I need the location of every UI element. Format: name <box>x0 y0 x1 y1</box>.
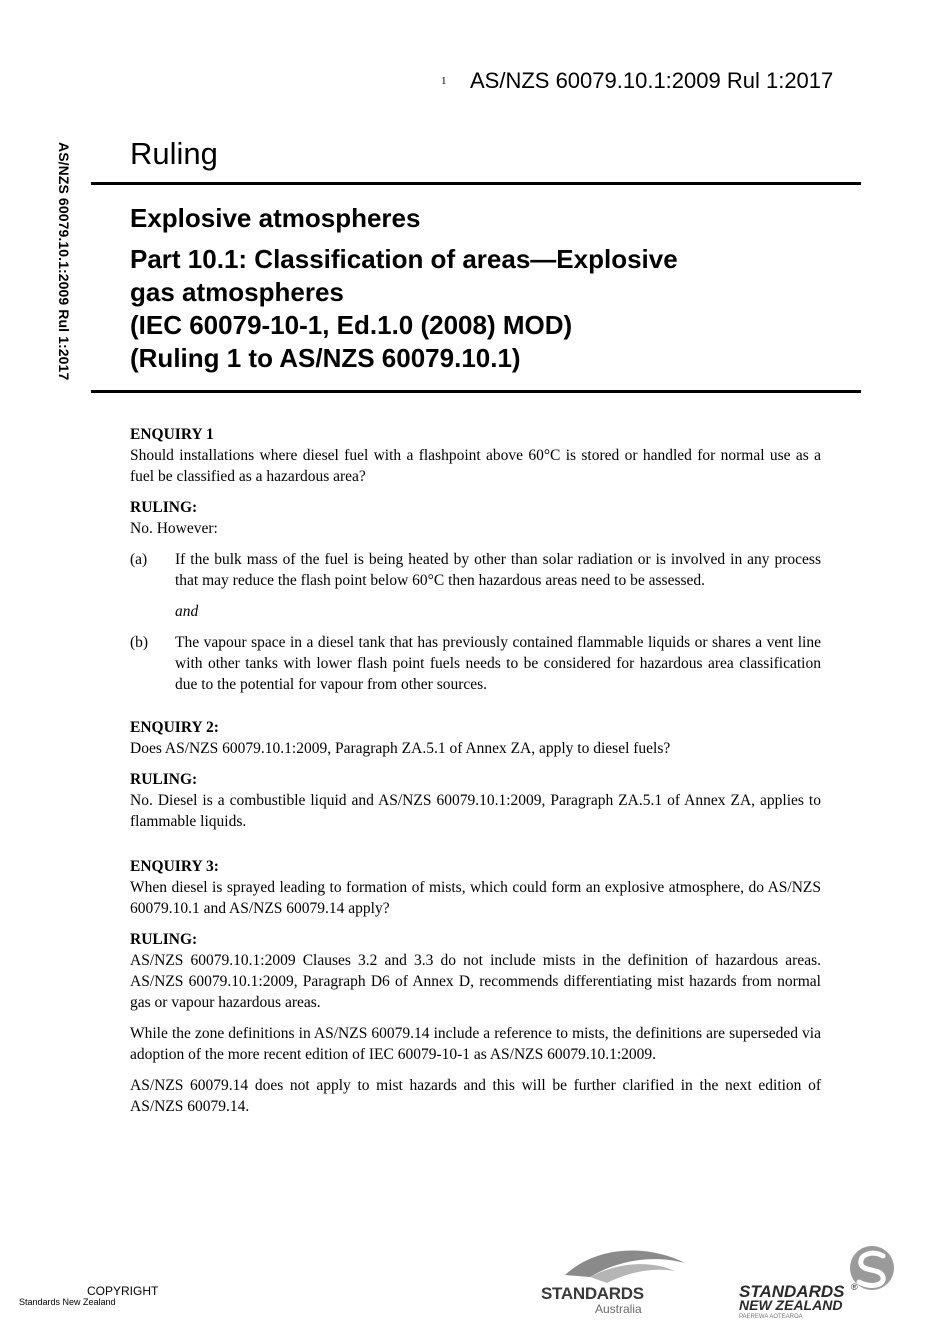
ruling-paragraph: AS/NZS 60079.14 does not apply to mist hazards and this will be further clarified in the next edition of AS/NZS 60079.14. <box>130 1077 821 1115</box>
list-item <box>130 549 821 591</box>
title-divider-top <box>91 182 861 185</box>
enquiry-1 <box>130 424 821 695</box>
enquiry-heading: ENQUIRY 3: <box>130 858 219 875</box>
standards-australia-swoosh-icon <box>535 1245 695 1320</box>
logo-registered-mark: ® <box>851 1282 858 1292</box>
enquiry-3 <box>130 856 821 1117</box>
ruling-heading: RULING: <box>130 771 198 788</box>
side-document-id <box>52 142 72 404</box>
enquiry-question: When diesel is sprayed leading to formation of mists, which could form an explosive atmosphere, do AS/NZS 60079.10.1 and AS/NZS 60079.14 apply? <box>130 879 821 917</box>
list-conjunction: and <box>175 603 199 620</box>
logo-word: NEW ZEALAND <box>739 1297 843 1313</box>
enquiry-question: Does AS/NZS 60079.10.1:2009, Paragraph ZA.5.1 of Annex ZA, apply to diesel fuels? <box>130 740 671 757</box>
copyright-holder: Standards New Zealand <box>19 1297 116 1307</box>
list-item-label: (a) <box>130 551 148 568</box>
title-line: Part 10.1: Classification of areas—Explosive <box>130 244 678 274</box>
standards-new-zealand-logo <box>735 1244 895 1319</box>
logo-word: PAEREWA AOTEAROA <box>739 1314 803 1319</box>
title-divider-bottom <box>91 390 861 393</box>
title-line: (Ruling 1 to AS/NZS 60079.10.1) <box>130 343 521 373</box>
ruling-heading: RULING: <box>130 499 198 516</box>
ruling-paragraph: While the zone definitions in AS/NZS 60079.14 include a reference to mists, the definitions are superseded via adoption of the more recent edition of IEC 60079-10-1 as AS/NZS 60079.10.1:2009. <box>130 1025 821 1063</box>
title-line: gas atmospheres <box>130 277 344 307</box>
ruling-paragraph: AS/NZS 60079.10.1:2009 Clauses 3.2 and 3.3 do not include mists in the definition of hazardous areas. AS/NZS 60079.10.1:2009, Paragraph D6 of Annex D, recommends differentiating mist hazards from normal gas or vapour hazardous areas. <box>130 952 821 1011</box>
enquiry-heading: ENQUIRY 2: <box>130 719 219 736</box>
side-document-id-text: AS/NZS 60079.10.1:2009 Rul 1:2017 <box>56 142 72 381</box>
logo-word: Australia <box>595 1302 642 1316</box>
copyright-label: COPYRIGHT <box>87 1284 159 1298</box>
title-subject: Explosive atmospheres <box>130 203 421 233</box>
title-block <box>130 202 850 375</box>
logo-word: STANDARDS <box>541 1284 644 1303</box>
list-item-text: If the bulk mass of the fuel is being heated by other than solar radiation or is involved in any process that may reduce the flash point below 60°C then hazardous areas need to be assessed. <box>175 551 821 589</box>
ruling-text: No. Diesel is a combustible liquid and AS/NZS 60079.10.1:2009, Paragraph ZA.5.1 of Annex ZA, applies to flammable liquids. <box>130 792 821 830</box>
ruling-intro: No. However: <box>130 520 218 537</box>
page-number: 1 <box>441 75 447 87</box>
enquiry-2 <box>130 717 821 832</box>
list-item <box>130 632 821 695</box>
header-document-id: AS/NZS 60079.10.1:2009 Rul 1:2017 <box>470 68 834 93</box>
document-type: Ruling <box>130 136 218 171</box>
ruling-heading: RULING: <box>130 931 198 948</box>
enquiry-heading: ENQUIRY 1 <box>130 426 214 443</box>
list-item-label: (b) <box>130 634 149 651</box>
title-line: (IEC 60079-10-1, Ed.1.0 (2008) MOD) <box>130 310 573 340</box>
document-body <box>130 424 821 1127</box>
enquiry-question: Should installations where diesel fuel with a flashpoint above 60°C is stored or handled for normal use as a fuel be classified as a hazardous area? <box>130 447 821 485</box>
standards-australia-logo <box>535 1245 695 1320</box>
logo-word: STANDARDS <box>739 1282 845 1301</box>
standards-nz-s-mark-icon <box>735 1244 895 1319</box>
list-item-text: The vapour space in a diesel tank that has previously contained flammable liquids or shares a vent line with other tanks with lower flash point fuels needs to be considered for hazardous area classification due to the potential for vapour from other sources. <box>175 634 821 693</box>
